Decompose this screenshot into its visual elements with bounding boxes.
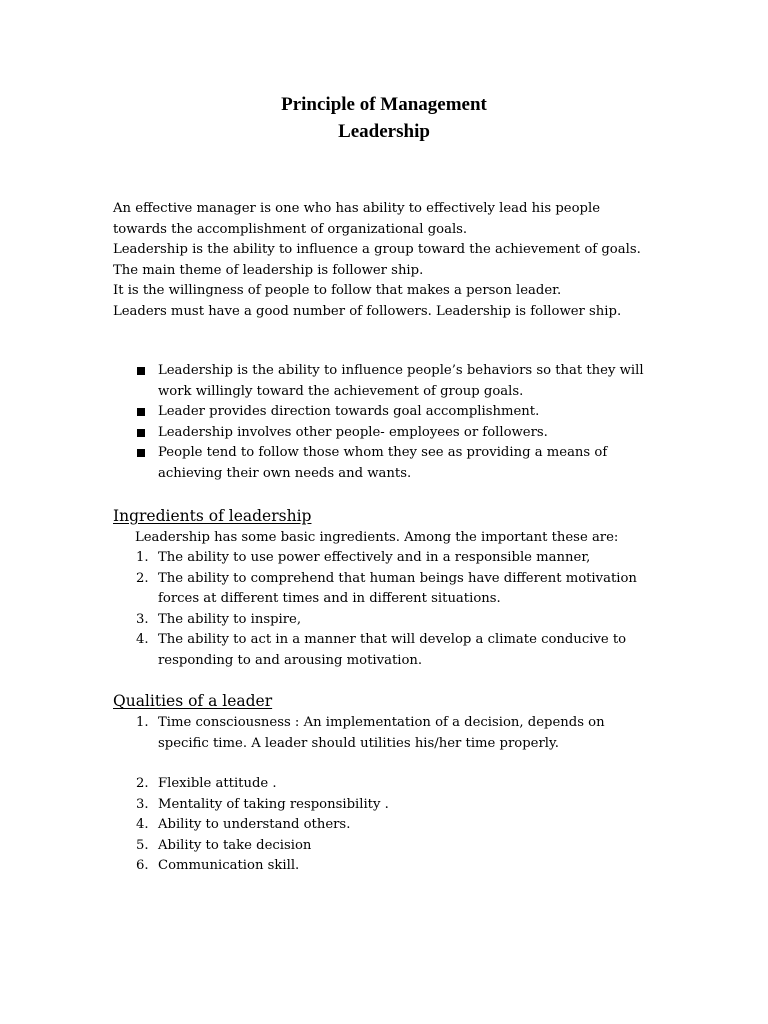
list-item [133, 856, 693, 877]
bullet-text-line: Leadership involves other people- employees or followers. [158, 424, 548, 440]
list-number: 4. [136, 817, 149, 832]
section-heading-qualities: Qualities of a leader [113, 692, 273, 710]
list-number: 1. [136, 550, 149, 565]
intro-line: Leadership is the ability to influence a group toward the achievement of goals. [113, 242, 641, 257]
list-item-text: Ability to understand others. [158, 817, 351, 832]
square-bullet-icon [137, 367, 145, 375]
intro-paragraph [113, 199, 673, 322]
list-number: 3. [136, 796, 149, 812]
list-item [133, 610, 693, 631]
list-number: 3. [136, 611, 149, 627]
document-subtitle: Leadership [338, 121, 430, 142]
list-item-text: The ability to act in a manner that will develop a climate conducive to [158, 632, 627, 647]
ingredients-intro: Leadership has some basic ingredients. Among the important these are: [135, 530, 619, 545]
list-item-text: The ability to use power effectively and in a responsible manner, [158, 550, 591, 565]
list-item-text: forces at different times and in different situations. [158, 591, 501, 606]
list-item-text: specific time. A leader should utilities his/her time properly. [158, 735, 559, 751]
square-bullet-icon [137, 429, 145, 437]
list-item [133, 836, 693, 857]
list-number: 1. [136, 715, 149, 730]
section-heading-ingredients: Ingredients of leadership [113, 507, 312, 525]
list-item [133, 774, 693, 795]
list-number: 2. [136, 570, 149, 586]
leadership-bullet-list [133, 361, 693, 484]
list-item [133, 630, 693, 671]
list-item [133, 713, 693, 754]
list-number: 5. [136, 837, 149, 853]
bullet-text-line: work willingly toward the achievement of group goals. [158, 383, 524, 399]
document-title: Principle of Management [281, 94, 487, 115]
list-item-text: responding to and arousing motivation. [158, 652, 423, 668]
list-item-text: Mentality of taking responsibility . [158, 796, 389, 812]
bullet-item [133, 361, 693, 402]
intro-line: An effective manager is one who has ability to effectively lead his people [113, 201, 600, 216]
bullet-text-line: Leader provides direction towards goal accomplishment. [158, 404, 540, 419]
qualities-list [133, 713, 693, 877]
bullet-item [133, 443, 693, 484]
list-number: 6. [136, 858, 149, 873]
bullet-text-line: People tend to follow those whom they see as providing a means of [158, 445, 608, 460]
list-item [133, 569, 693, 610]
bullet-text-line: Leadership is the ability to influence people’s behaviors so that they will [158, 363, 644, 378]
square-bullet-icon [137, 449, 145, 457]
list-item-text: The ability to comprehend that human beings have different motivation [158, 570, 637, 586]
list-item [133, 795, 693, 816]
list-item-text: The ability to inspire, [158, 611, 302, 627]
square-bullet-icon [137, 408, 145, 416]
list-item-text: Ability to take decision [158, 837, 312, 853]
list-number: 2. [136, 776, 149, 791]
list-item-text: Time consciousness : An implementation of a decision, depends on [158, 715, 605, 730]
intro-line: Leaders must have a good number of followers. Leadership is follower ship. [113, 303, 622, 319]
list-item-text: Flexible attitude . [158, 776, 277, 791]
ingredients-list [133, 548, 693, 671]
list-item [133, 548, 693, 569]
list-item [133, 815, 693, 836]
intro-line: It is the willingness of people to follow that makes a person leader. [113, 283, 562, 298]
intro-line: towards the accomplishment of organizational goals. [113, 221, 468, 237]
list-item-text: Communication skill. [158, 858, 300, 873]
bullet-text-line: achieving their own needs and wants. [158, 465, 412, 481]
bullet-item [133, 423, 693, 444]
intro-line: The main theme of leadership is follower ship. [113, 262, 424, 278]
bullet-item [133, 402, 693, 423]
list-number: 4. [136, 632, 149, 647]
